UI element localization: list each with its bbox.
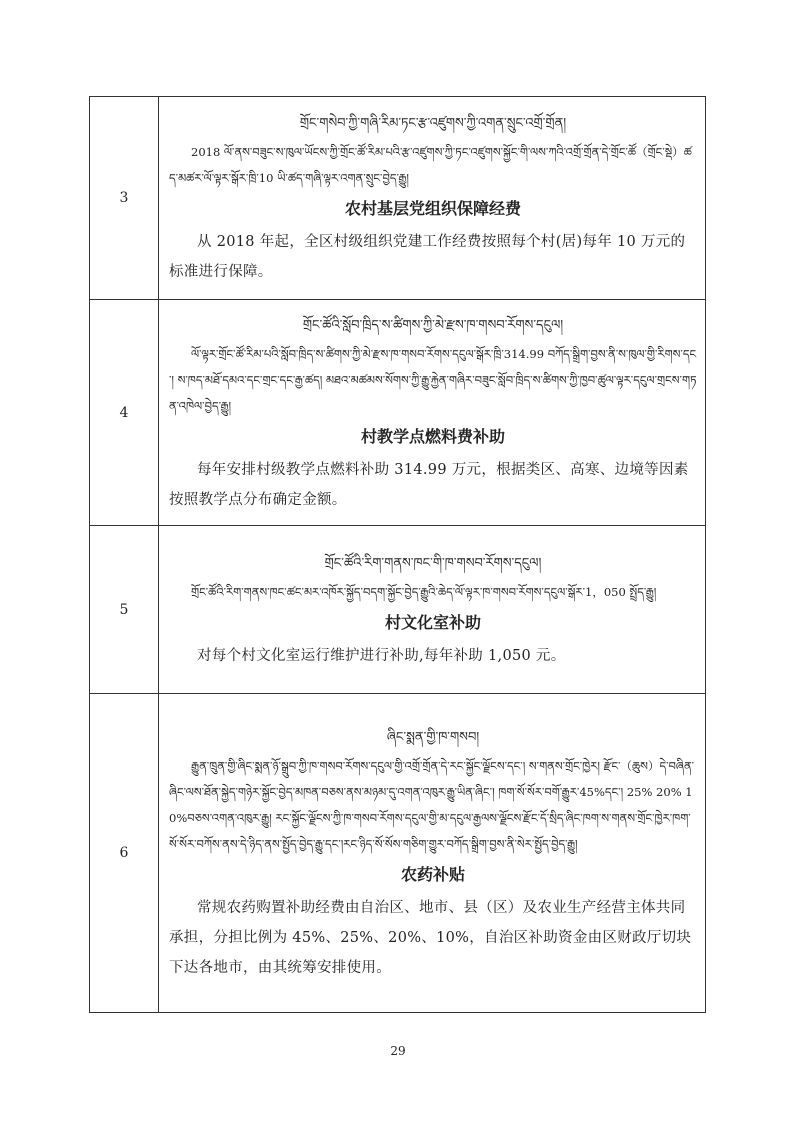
chinese-title: 农药补贴: [400, 865, 465, 884]
row-number: 5: [90, 526, 159, 694]
row-content: [159, 97, 706, 300]
chinese-body: 从 2018 年起，全区村级组织党建工作经费按照每个村(居)每年 10 万元的标准进行保障。: [169, 234, 686, 280]
tibetan-body: 2018 ལོ་ནས་བཟུང་ས་ཁུལ་ཡོངས་ཀྱི་གྲོང་ཚོ་རིམ་པའི་རྩ་འཛུགས་ཀྱི་ཏང་འཛུགས་སྐྱོང་གི་ལས་ཀའི་འགྲོ་གྲོན་དེ་གྲོང་ཚོ（གྲོང་སྡེ）ཚད་མཚར་ལོ་ལྟར་སྒོར་ཁྲི་10 ཡི་ཚད་གཞི་ལྟར་འགན་སྲུང་བྱེད་རྒྱུ།: [169, 145, 692, 185]
policy-table: [89, 96, 706, 1013]
row-content: [159, 300, 706, 526]
tibetan-title: གྲོང་ཚོའི་རིག་གནས་ཁང་གི་ཁ་གསབ་རོགས་དངུལ།: [324, 555, 542, 571]
row-content: [159, 694, 706, 1013]
row-number: 6: [90, 694, 159, 1013]
tibetan-title: ཞིང་སྨན་གྱི་ཁ་གསབ།: [386, 730, 480, 745]
chinese-title: 农村基层党组织保障经费: [344, 199, 521, 218]
row-number: 3: [90, 97, 159, 300]
table-row: [90, 300, 706, 526]
chinese-body: 每年安排村级教学点燃料补助 314.99 万元，根据类区、高寒、边境等因素按照教学点分布确定金额。: [169, 461, 689, 508]
chinese-body: 对每个村文化室运行维护进行补助,每年补助 1,050 元。: [197, 647, 566, 664]
tibetan-body: ལོ་ལྟར་གྲོང་ཚོ་རིམ་པའི་སློབ་ཁྲིད་ས་ཚིགས་ཀྱི་མེ་རྫས་ཁ་གསབ་རོགས་དངུལ་སྒོར་ཁྲི་314.99 བཀོད་སྒྲིག་བྱས་ནི་ས་ཁུལ་གྱི་རིགས་དང་། ས་ཁད་མཐོ་དམའ་དང་གྲང་དང་རྒྱ་ཚད། མཐའ་མཚམས་སོགས་ཀྱི་རྒྱུ་རྐྱེན་གཞིར་བཟུང་སློབ་ཁྲིད་ས་ཚིགས་ཀྱི་ཁྱབ་ཚུལ་ལྟར་དངུལ་གྲངས་གཏན་འཁེལ་བྱེད་རྒྱུ།: [169, 346, 697, 413]
chinese-title: 村文化室补助: [384, 612, 481, 632]
table-row: [90, 694, 706, 1013]
chinese-title: 村教学点燃料费补助: [360, 426, 505, 446]
table-row: [90, 97, 706, 300]
tibetan-body: གྲོང་ཚོའི་རིག་གནས་ཁང་ཚང་མར་འཁོར་སྐྱོད་བདག་སྐྱོང་བྱེད་རྒྱུའི་ཆེད་ལོ་ལྟར་ཁ་གསབ་རོགས་དངུལ་སྒོར་1，050 སྤྲོད་རྒྱུ།: [191, 584, 657, 599]
row-number: 4: [90, 300, 159, 526]
tibetan-title: གྲོང་གསེབ་ཀྱི་གཞི་རིམ་ཏང་རྩ་འཛུགས་ཀྱི་འགན་སྲུང་འགྲོ་གྲོན།: [299, 116, 567, 131]
tibetan-title: གྲོང་ཚོའི་སློབ་ཁྲིད་ས་ཚིགས་ཀྱི་མེ་རྫས་ཁ་གསབ་རོགས་དངུལ།: [302, 317, 564, 333]
table-row: [90, 526, 706, 694]
page-number: 29: [390, 1044, 406, 1058]
tibetan-body: རྒྱུན་ཁྲུན་གྱི་ཞིང་སྨན་ཉོ་སྒྲུབ་ཀྱི་ཁ་གསབ་རོགས་དངུལ་གྱི་འགྲོ་གྲོན་དེ་རང་སྐྱོང་ལྗོངས་དང་། ས་གནས་གྲོང་ཁྱེར། རྫོང་（ཆུས）དེ་བཞིན་ཞིང་ལས་ཐོན་སྐྱེད་གཉེར་སྐྱོང་བྱེད་མཁན་བཅས་ནས་མཉམ་དུ་འགན་འཁུར་རྒྱུ་ཡིན་ཞིང་། ཁག་སོ་སོར་བགོ་རྒྱུར་45%དང་། 25% 20% 10%བཅས་འགན་འཁུར་རྒྱུ། རང་སྐྱོང་ལྗོངས་ཀྱི་ཁ་གསབ་རོགས་དངུལ་གྱི་མ་དངུལ་རྒྱལས་ལྗོངས་རྫོང་དོ་སྲིད་ཞིང་ཁག་ས་གནས་གྲོང་ཁྱེར་ཁག་སོ་སོར་བཀོས་ནས་དེ་ཉིད་ནས་སྤྱོད་བྱེད་རྒྱུ་དང་།རང་ཉིད་སོ་སོས་གཅིག་གྱུར་བཀོད་སྒྲིག་བྱས་ནི་སེར་སྤྱོད་བྱེད་རྒྱུ།: [169, 759, 695, 851]
row-content: [159, 526, 706, 694]
chinese-body: 常规农药购置补助经费由自治区、地市、县（区）及农业生产经营主体共同承担，分担比例为 45%、25%、20%、10%，自治区补助资金由区财政厅切块下达各地市，由其统筹安排使用。: [169, 900, 692, 976]
